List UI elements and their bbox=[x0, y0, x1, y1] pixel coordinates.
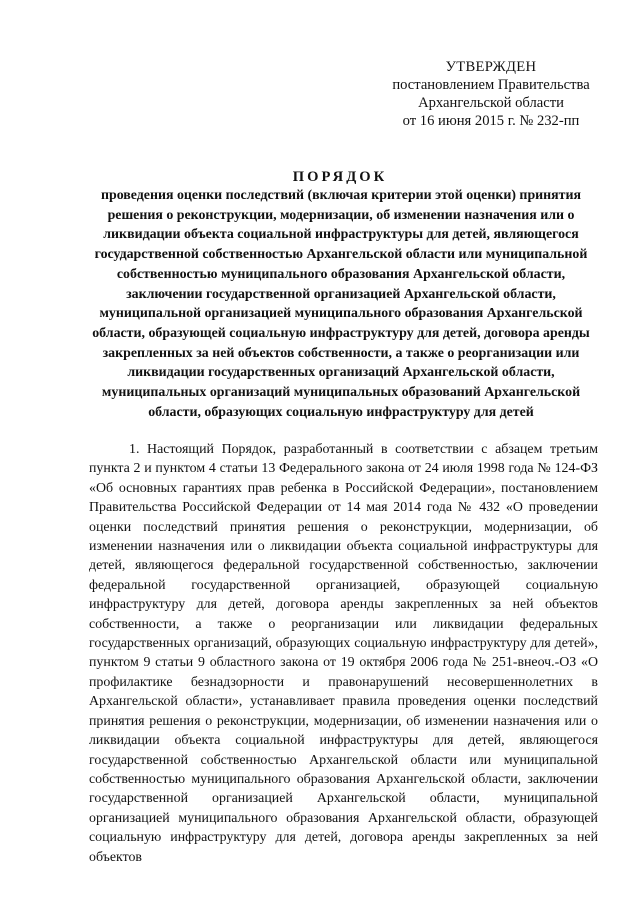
approval-line-3: от 16 июня 2015 г. № 232-пп bbox=[402, 113, 580, 129]
approval-block bbox=[360, 58, 622, 130]
paragraph-1: 1. Настоящий Порядок, разработанный в соответствии с абзацем третьим пункта 2 и пунктом 4 статьи 13 Федерального закона от 24 июля 1998 года № 124-ФЗ «Об основных гарантиях прав ребенка в Российской Федерации», постановлением Правительства Российской Федерации от 14 мая 2014 года № 432 «О проведении оценки последствий принятия решения о реконструкции, модернизации, об изменении назначения или о ликвидации объекта социальной инфраструктуры для детей, являющегося федеральной государственной собственностью, заключении федеральной государственной организацией, образующей социальную инфраструктуру для детей, договора аренды закрепленных за ней объектов собственности, а также о реорганизации или ликвидации федеральных государственных организаций, образующих социальную инфраструктуру для детей», пунктом 9 статьи 9 областного закона от 19 октября 2006 года № 251-внеоч.-ОЗ «О профилактике безнадзорности и правонарушений несовершеннолетних в Архангельской области», устанавливает правила проведения оценки последствий принятия решения о реконструкции, модернизации, об изменении назначения или о ликвидации объекта социальной инфраструктуры для детей, являющегося государственной собственностью Архангельской области или муниципальной собственностью муниципального образования Архангельской области, заключении государственной организацией Архангельской области, муниципальной организацией муниципального образования Архангельской области, образующей социальную инфраструктуру для детей, договора аренды закрепленных за ней объектов bbox=[89, 442, 598, 865]
approval-line-2: Архангельской области bbox=[418, 95, 564, 111]
document-title: ПОРЯДОК bbox=[292, 169, 388, 185]
approval-title: УТВЕРЖДЕН bbox=[445, 59, 537, 75]
document-subtitle: проведения оценки последствий (включая критерии этой оценки) принятия решения о реконструкции, модернизации, об изменении назначения или о ликвидации объекта социальной инфраструктуры для детей, являющегося государственной собственностью Архангельской области или муниципальной собственностью муниципального образования Архангельской области, заключении государственной организацией Архангельской области, муниципальной организацией муниципального образования Архангельской области, образующей социальную инфраструктуру для детей, договора аренды закрепленных за ней объектов собственности, а также о реорганизации или ликвидации государственных организаций Архангельской области, муниципальных организаций муниципальных образований Архангельской области, образующих социальную инфраструктуру для детей bbox=[92, 188, 590, 420]
approval-line-1: постановлением Правительства bbox=[392, 77, 590, 93]
